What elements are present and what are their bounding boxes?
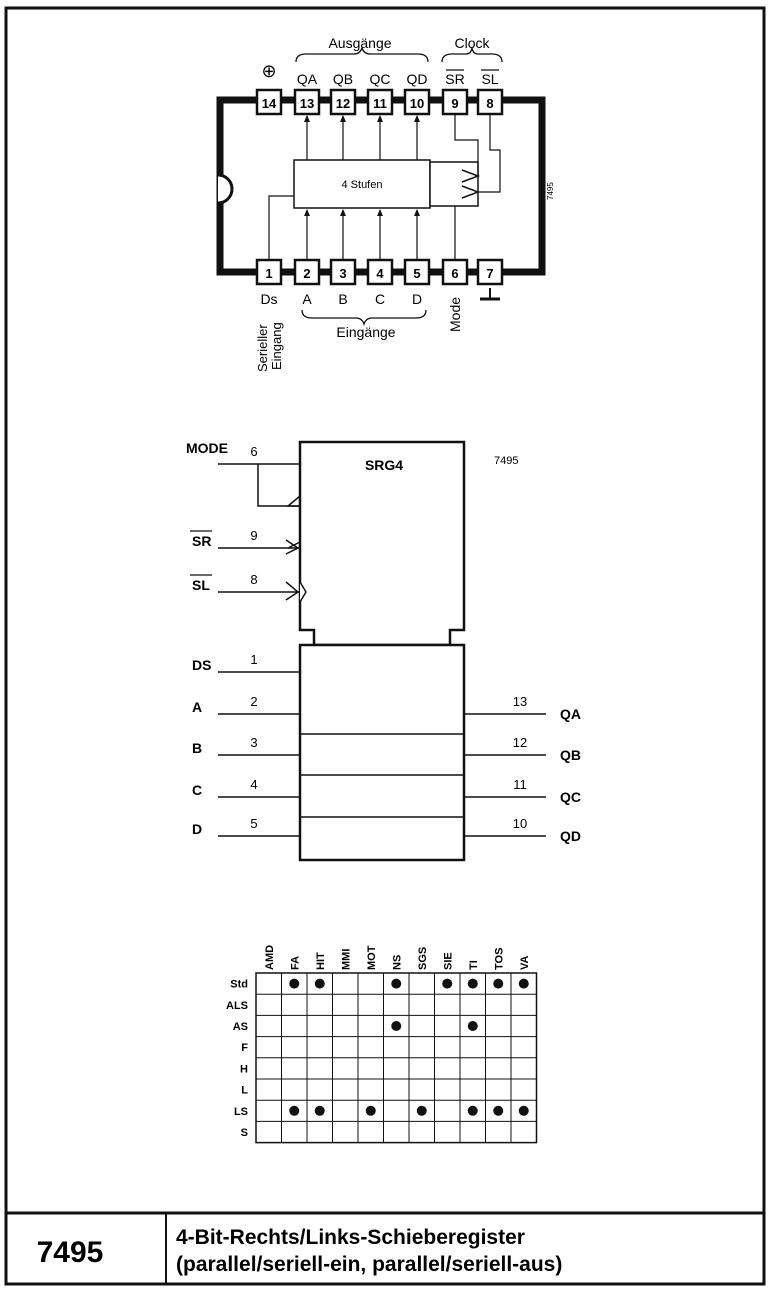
table-column-header: FA [289, 955, 302, 970]
logic-right-pin-number: 12 [512, 735, 528, 750]
stages-label: 4 Stufen [341, 179, 383, 191]
bottom-pin-label: Ds [260, 291, 278, 307]
table-dot [391, 1021, 401, 1031]
logic-right-pin-number: 10 [512, 816, 528, 831]
logic-left-pin-name: SL [192, 577, 210, 593]
bottom-pin-number: 1 [265, 266, 273, 281]
table-column-header: TOS [493, 947, 506, 970]
top-pin-label: QC [369, 71, 391, 87]
logic-right-pin-name: QC [560, 789, 581, 805]
table-column-header: SIE [442, 952, 455, 970]
table-dot [289, 979, 299, 989]
logic-right-pin-name: QA [560, 706, 581, 722]
table-column-header: TI [467, 960, 480, 970]
logic-right-pin-name: QD [560, 828, 581, 844]
serial-input-label-1: Serieller [255, 324, 270, 372]
table-column-header: NS [391, 954, 404, 970]
table-row-label: F [241, 1042, 248, 1055]
logic-left-pin-number: 9 [250, 528, 258, 543]
logic-left-pin-name: C [192, 782, 203, 798]
logic-left-pin-number: 5 [250, 816, 258, 831]
top-pin-label: SR [445, 71, 465, 87]
top-pin-number: 12 [335, 96, 351, 111]
table-column-header: MOT [365, 945, 378, 970]
logic-right-pin-number: 13 [512, 694, 528, 709]
top-pin-label: QB [332, 71, 354, 87]
table-row-label: S [240, 1127, 248, 1139]
inputs-group-label: Eingänge [336, 324, 396, 340]
table-dot [493, 1106, 503, 1116]
bottom-pin-number: 6 [451, 266, 459, 281]
logic-left-pin-number: 4 [250, 777, 258, 792]
logic-left-pin-name: SR [192, 533, 212, 549]
table-dot [519, 979, 529, 989]
logic-left-pin-number: 6 [250, 444, 258, 459]
table-dot [519, 1106, 529, 1116]
table-dot [315, 979, 325, 989]
logic-title: SRG4 [364, 457, 404, 473]
table-dot [417, 1106, 427, 1116]
table-dot [442, 979, 452, 989]
logic-part-number: 7495 [494, 455, 519, 467]
table-dot [468, 979, 478, 989]
logic-left-pin-number: 2 [250, 694, 258, 709]
table-row-label: AS [232, 1021, 248, 1033]
table-dot [366, 1106, 376, 1116]
table-row-label: LS [233, 1105, 248, 1118]
bottom-pin-number: 3 [339, 266, 347, 281]
logic-left-pin-name: A [192, 699, 203, 715]
table-column-header: AMD [263, 944, 276, 970]
footer-part-number: 7495 [36, 1236, 104, 1269]
bottom-pin-number: 2 [303, 266, 311, 281]
chip-notch [218, 175, 232, 203]
logic-left-pin-name: MODE [186, 440, 228, 456]
table-dot [315, 1106, 325, 1116]
top-pin-number: 10 [409, 96, 425, 111]
table-dot [468, 1106, 478, 1116]
bottom-pin-label: A [302, 291, 312, 307]
top-pin-number: 14 [261, 96, 277, 111]
table-column-header: SGS [416, 946, 429, 970]
table-column-header: VA [518, 955, 531, 970]
table-row-label: H [240, 1063, 248, 1076]
footer-title-line2: (parallel/seriell-ein, parallel/seriell-aus) [176, 1253, 563, 1276]
bottom-pin-number: 7 [486, 266, 494, 281]
serial-input-label-2: Eingang [269, 322, 284, 370]
data-block [300, 645, 464, 860]
top-pin-label: QD [406, 71, 428, 87]
logic-left-pin-name: DS [192, 657, 212, 673]
pinout-side-code: 7495 [546, 182, 555, 200]
table-row-label: Std [230, 978, 248, 991]
table-dot [391, 979, 401, 989]
bottom-pin-label: B [338, 291, 348, 307]
bottom-pin-label: Mode [447, 296, 463, 332]
table-column-header: HIT [314, 952, 327, 970]
power-symbol: ⊕ [261, 61, 277, 81]
table-row-label: L [241, 1084, 248, 1097]
table-dot [289, 1106, 299, 1116]
top-pin-label: SL [481, 71, 499, 87]
clock-mux-block [430, 162, 478, 206]
bottom-pin-number: 4 [376, 266, 384, 281]
footer-title-line1: 4-Bit-Rechts/Links-Schieberegister [176, 1226, 525, 1249]
logic-left-pin-name: D [192, 821, 203, 837]
bottom-pin-number: 5 [413, 266, 421, 281]
logic-left-pin-number: 3 [250, 735, 258, 750]
bottom-pin-label: D [411, 291, 423, 307]
table-dot [493, 979, 503, 989]
clock-group-label: Clock [454, 35, 490, 51]
outputs-group-label: Ausgänge [328, 35, 392, 51]
bottom-pin-label: C [374, 291, 386, 307]
top-pin-number: 13 [299, 96, 315, 111]
logic-left-pin-number: 1 [250, 652, 258, 667]
logic-right-pin-number: 11 [513, 777, 527, 792]
logic-right-pin-name: QB [560, 747, 581, 763]
table-dot [468, 1021, 478, 1031]
table-row-label: ALS [226, 999, 248, 1012]
top-pin-number: 8 [486, 96, 494, 111]
top-pin-number: 9 [451, 96, 459, 111]
table-column-header: MMI [340, 948, 353, 970]
top-pin-label: QA [296, 71, 318, 87]
logic-left-pin-name: B [192, 740, 203, 756]
top-pin-number: 11 [373, 96, 387, 111]
logic-left-pin-number: 8 [250, 572, 258, 587]
